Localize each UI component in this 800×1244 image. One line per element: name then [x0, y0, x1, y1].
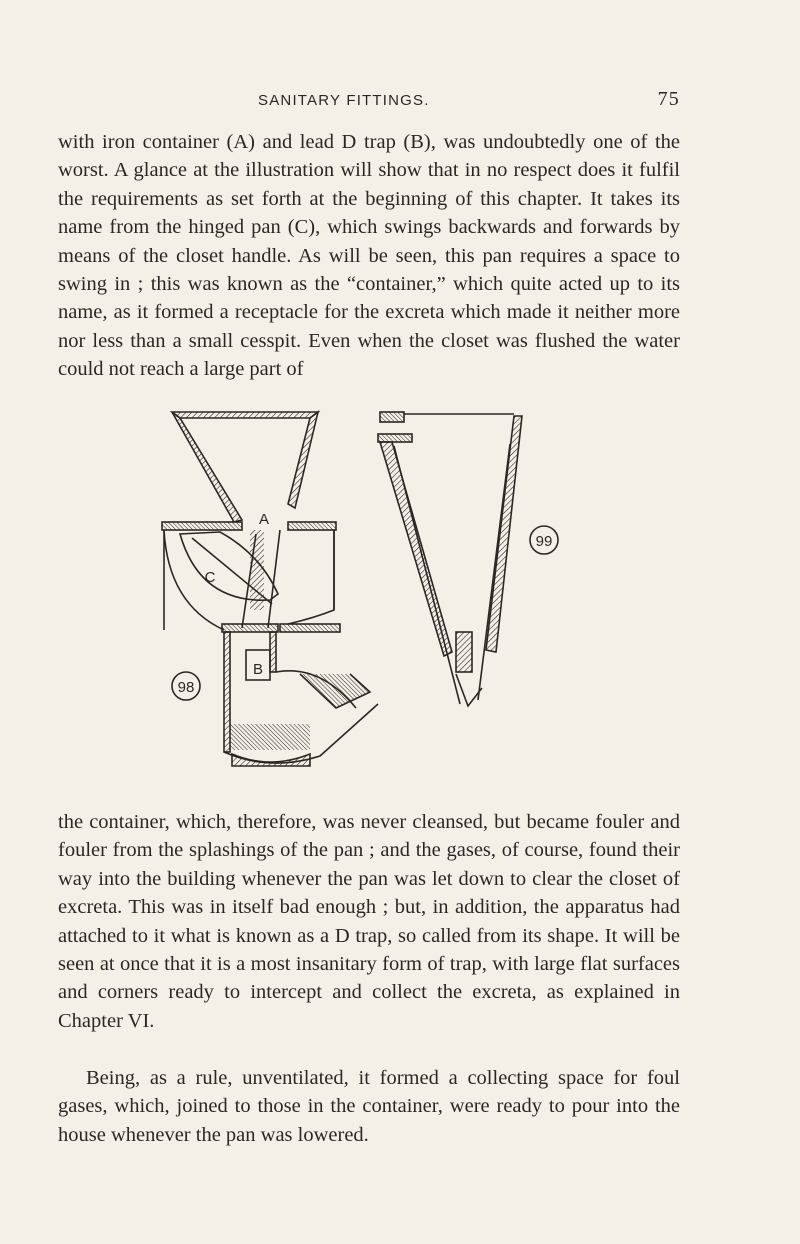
fig-99-label: 99 — [535, 533, 553, 550]
running-head: SANITARY FITTINGS. — [258, 92, 430, 109]
paragraph-text: with iron container (A) and lead D trap (B), was undoubtedly one of the worst. A glance at the illustration will show that in no respect does it fulfil the requirements as set forth at the beginning of this chapter. It takes its name from the hinged pan (C), which swings backwards and forwards by means of the closet handle. As will be seen, this pan requires a space to swing in ; this was known as the “container,” which quite acted up to its name, as it formed a receptacle for the excreta which made it neither more nor less than a small cesspit. Even when the closet was flushed the water could not reach a large part of — [58, 131, 680, 381]
label-c: C — [204, 569, 216, 586]
label-b: B — [252, 661, 264, 678]
paragraph-2 — [58, 808, 680, 1035]
fig-98-label: 98 — [177, 679, 195, 696]
paragraph-text: Being, as a rule, unventilated, it formed a collecting space for foul gases, which, joined to those in the container, were ready to pour into the house whenever the pan was lowered. — [58, 1067, 680, 1146]
label-a: A — [258, 511, 270, 528]
page-number: 75 — [657, 88, 680, 110]
illustration — [160, 404, 600, 774]
paragraph-3 — [58, 1064, 680, 1149]
figure-99 — [378, 412, 522, 706]
paragraph-1 — [58, 128, 680, 384]
figure-98 — [162, 412, 378, 766]
paragraph-text: the container, which, therefore, was never cleansed, but became fouler and fouler from the splashings of the pan ; and the gases, of course, found their way into the building whenever the pan was let down to clear the closet of excreta. This was in itself bad enough ; but, in addition, the apparatus had attached to it what is known as a D trap, so called from its shape. It will be seen at once that it is a most insanitary form of trap, with large flat surfaces and corners ready to intercept and collect the excreta, as explained in Chapter VI. — [58, 811, 680, 1032]
closet-diagram — [160, 404, 600, 774]
